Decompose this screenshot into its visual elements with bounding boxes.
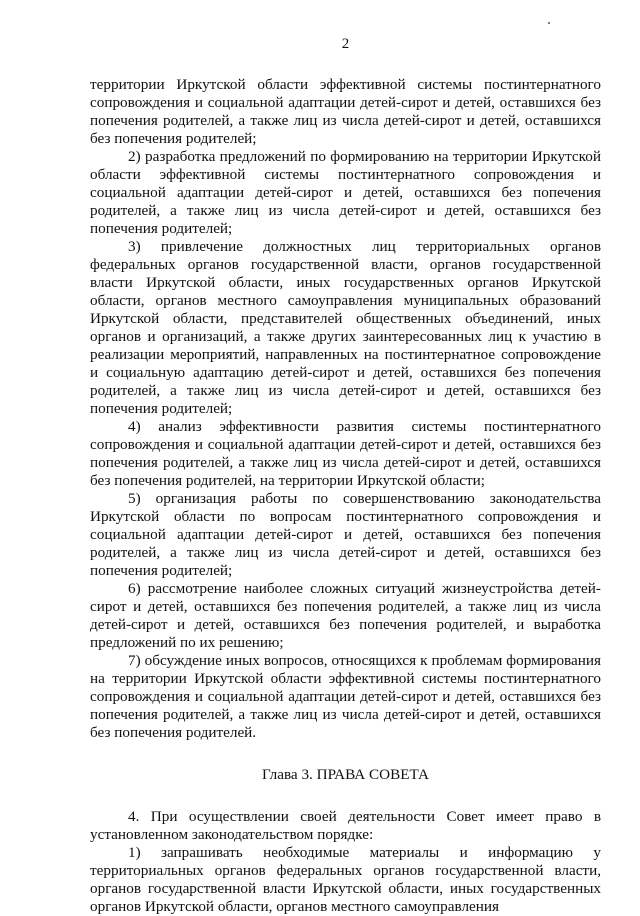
list-item-5: 5) организация работы по совершенствованию законодательства Иркутской области по вопросам постинтернатного сопровождения и социальной адаптации детей-сирот и детей, оставшихся без попечения родителей, а также лиц из числа детей-сирот и детей, оставшихся без попечения родителей; — [90, 490, 601, 579]
scan-speck — [548, 22, 550, 24]
list-item-7: 7) обсуждение иных вопросов, относящихся к проблемам формирования на территории Иркутской области эффективной системы постинтернатного сопровождения и социальной адаптации детей-сирот и детей, оставшихся без попечения родителей, а также лиц из числа детей-сирот и детей, оставшихся без попечения родителей. — [90, 652, 601, 741]
list-item-6: 6) рассмотрение наиболее сложных ситуаций жизнеустройства детей-сирот и детей, оставшихся без попечения родителей, а также лиц из числа детей-сирот и детей, оставшихся без попечения родителей, и выработка предложений по их решению; — [90, 580, 601, 651]
page-number: 2 — [341, 36, 350, 52]
list-item-3: 3) привлечение должностных лиц территориальных органов федеральных органов государственной власти, органов государственной власти Иркутской области, иных государственных органов Иркутской области, органов местного самоуправления муниципальных образований Иркутской области, представителей общественных объединений, иных органов и организаций, а также других заинтересованных лиц к участию в реализации мероприятий, направленных на постинтернатное сопровождение и социальную адаптацию детей-сирот и детей, оставшихся без попечения родителей, а также лиц из числа детей-сирот и детей, оставшихся без попечения родителей; — [90, 238, 601, 417]
paragraph-continuation: территории Иркутской области эффективной системы постинтернатного сопровождения и социальной адаптации детей-сирот и детей, оставшихся без попечения родителей, а также лиц из числа детей-сирот и детей, оставшихся без попечения родителей; — [90, 76, 601, 147]
rights-item-1: 1) запрашивать необходимые материалы и информацию у территориальных органов федеральных органов государственной власти, органов государственной власти Иркутской области, иных государственных органов Иркутской области, органов местного самоуправления — [90, 844, 601, 915]
section-4-intro: 4. При осуществлении своей деятельности Совет имеет право в установленном законодательством порядке: — [90, 808, 601, 843]
list-item-2: 2) разработка предложений по формированию на территории Иркутской области эффективной системы постинтернатного сопровождения и социальной адаптации детей-сирот и детей, оставшихся без попечения родителей, а также лиц из числа детей-сирот и детей, оставшихся без попечения родителей; — [90, 148, 601, 237]
list-item-4: 4) анализ эффективности развития системы постинтернатного сопровождения и социальной адаптации детей-сирот и детей, оставшихся без попечения родителей, а также лиц из числа детей-сирот и детей, оставшихся без попечения родителей, на территории Иркутской области; — [90, 418, 601, 489]
chapter-heading: Глава 3. ПРАВА СОВЕТА — [261, 766, 430, 783]
